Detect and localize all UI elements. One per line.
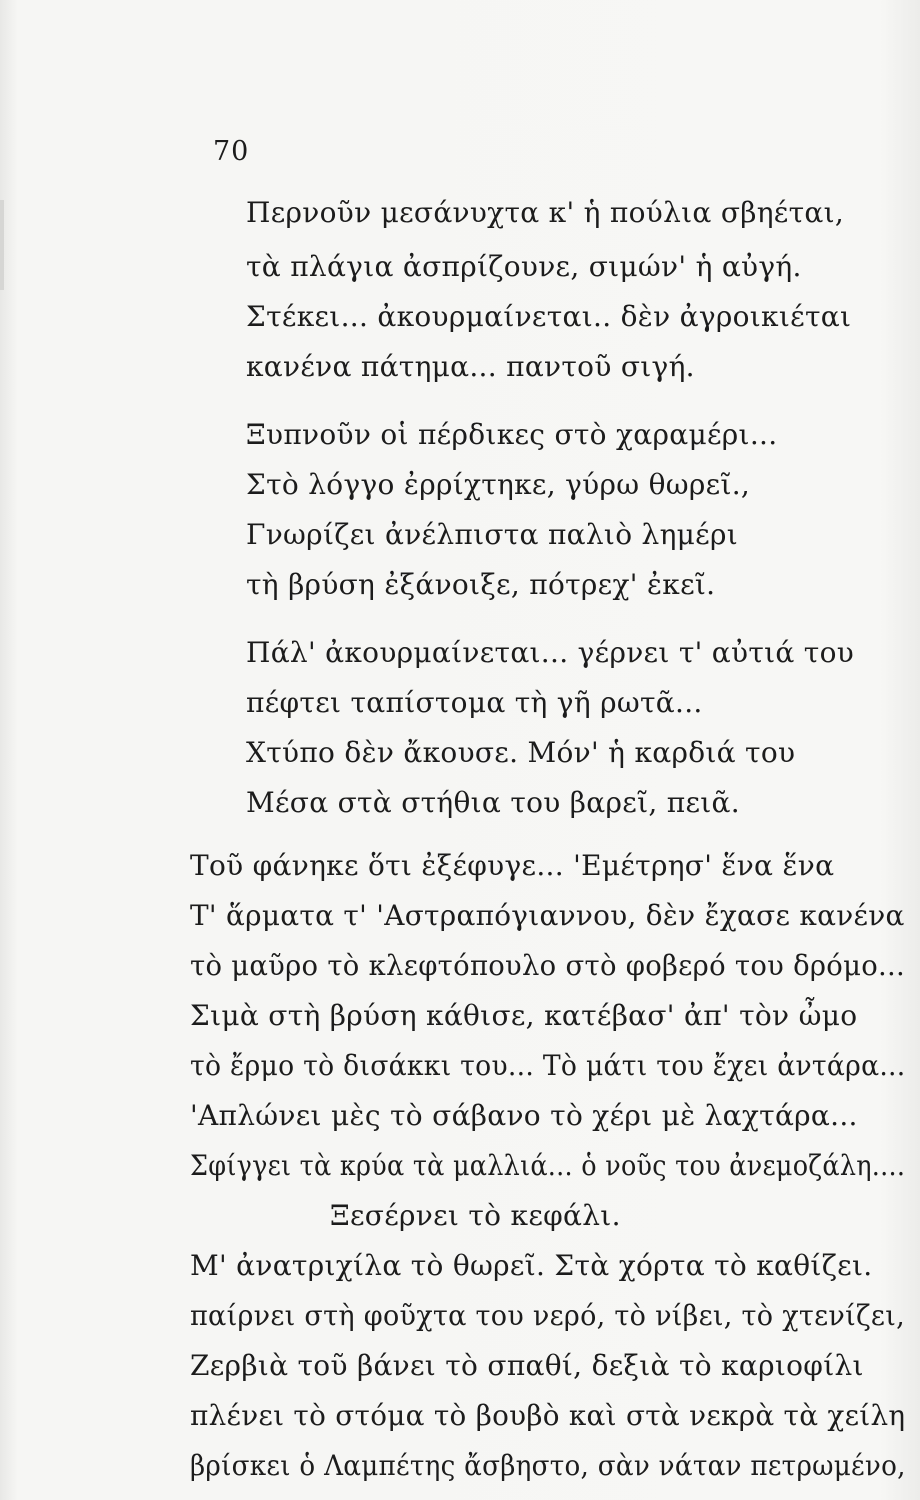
passage-line: Σφίγγει τὰ κρύα τὰ μαλλιά... ὁ νοῦς του ἀνεμοζάλη.... xyxy=(190,1149,906,1182)
passage-line: Ξεσέρνει τὸ κεφάλι. xyxy=(330,1199,621,1232)
verse-line: Χτύπο δὲν ἄκουσε. Μόν' ἡ καρδιά του xyxy=(246,736,796,769)
verse-line: Στὸ λόγγο ἐρρίχτηκε, γύρω θωρεῖ., xyxy=(246,468,751,501)
passage-line: 'Απλώνει μὲς τὸ σάβανο τὸ χέρι μὲ λαχτάρα... xyxy=(190,1099,858,1132)
verse-line: Ξυπνοῦν οἱ πέρδικες στὸ χαραμέρι... xyxy=(246,418,778,451)
passage-line: τὸ ἔρμο τὸ δισάκκι του... Τὸ μάτι του ἔχει ἀντάρα... xyxy=(190,1049,906,1082)
verse-line: Περνοῦν μεσάνυχτα κ' ἡ πούλια σβηέται, xyxy=(246,196,845,229)
passage-line: πλένει τὸ στόμα τὸ βουβὸ καὶ στὰ νεκρὰ τὰ χείλη xyxy=(190,1399,906,1432)
passage-line: Σιμὰ στὴ βρύση κάθισε, κατέβασ' ἀπ' τὸν ὦμο xyxy=(190,999,858,1032)
page-number: 70 xyxy=(213,136,250,167)
verse-line: τὴ βρύση ἐξάνοιξε, πότρεχ' ἐκεῖ. xyxy=(246,568,716,601)
passage-line: Μ' ἀνατριχίλα τὸ θωρεῖ. Στὰ χόρτα τὸ καθίζει. xyxy=(190,1249,873,1282)
passage-line: βρίσκει ὁ Λαμπέτης ἄσβηστο, σὰν νάταν πετρωμένο, xyxy=(190,1449,906,1482)
passage-line: Τ' ἅρματα τ' 'Αστραπόγιαννου, δὲν ἔχασε κανένα xyxy=(190,899,905,932)
verse-line: Πάλ' ἀκουρμαίνεται... γέρνει τ' αὐτιά του xyxy=(246,636,855,669)
verse-line: πέφτει ταπίστομα τὴ γῆ ρωτᾶ... xyxy=(246,686,703,719)
verse-line: Στέκει... ἀκουρμαίνεται.. δὲν ἀγροικιέται xyxy=(246,300,852,333)
verse-line: τὰ πλάγια ἀσπρίζουνε, σιμών' ἡ αὐγή. xyxy=(246,250,802,283)
verse-line: κανένα πάτημα... παντοῦ σιγή. xyxy=(246,350,695,383)
page-edge-shadow xyxy=(0,200,4,290)
passage-line: Ζερβιὰ τοῦ βάνει τὸ σπαθί, δεξιὰ τὸ καριοφίλι xyxy=(190,1349,864,1382)
passage-line: Τοῦ φάνηκε ὅτι ἐξέφυγε... 'Εμέτρησ' ἕνα ἕνα xyxy=(190,849,835,882)
passage-line: παίρνει στὴ φοῦχτα του νερό, τὸ νίβει, τὸ χτενίζει, xyxy=(190,1299,905,1332)
verse-line: Γνωρίζει ἀνέλπιστα παλιὸ λημέρι xyxy=(246,518,739,551)
passage-line: τὸ μαῦρο τὸ κλεφτόπουλο στὸ φοβερό του δρόμο... xyxy=(190,949,906,982)
verse-line: Μέσα στὰ στήθια του βαρεῖ, πειᾶ. xyxy=(246,786,740,819)
